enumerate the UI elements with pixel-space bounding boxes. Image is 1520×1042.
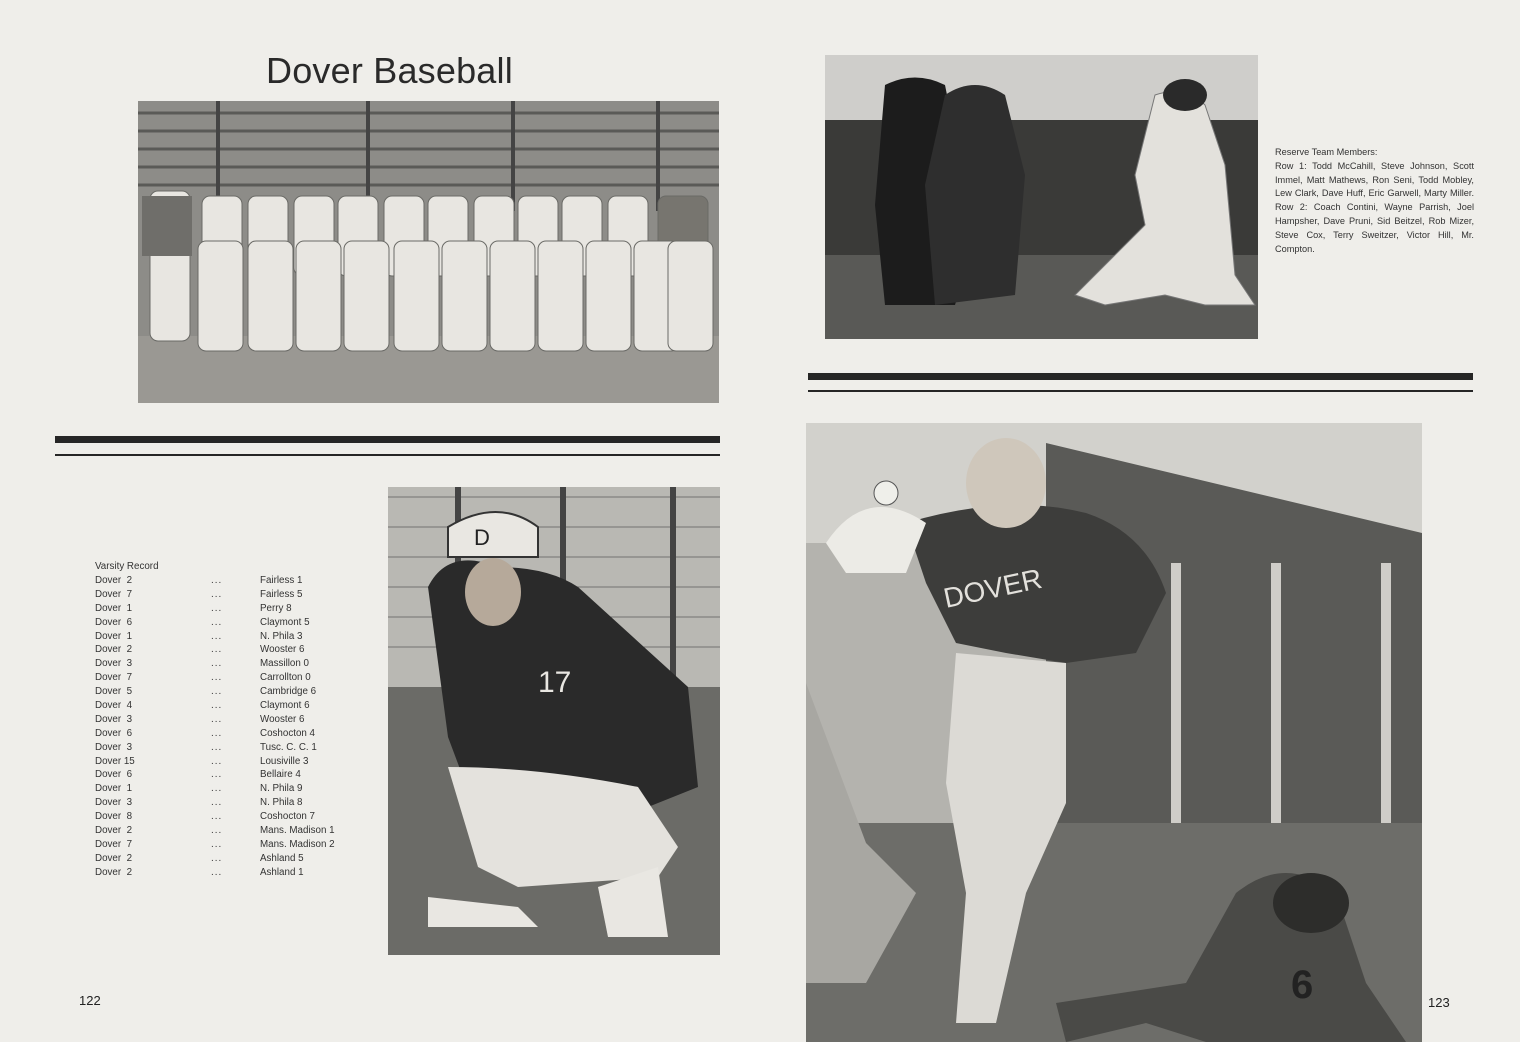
record-separator: ...: [211, 811, 223, 823]
coach-cap-letter: D: [474, 525, 490, 550]
record-dover-score: Dover 4: [95, 700, 133, 712]
record-separator: ...: [211, 630, 223, 642]
record-dover-score: Dover 15: [95, 755, 135, 767]
record-separator: ...: [211, 686, 223, 698]
record-separator: ...: [211, 602, 223, 614]
record-separator: ...: [211, 700, 223, 712]
reserve-team-caption: [1275, 146, 1474, 256]
record-dover-score: Dover 3: [95, 658, 133, 670]
record-dover-score: Dover 6: [95, 616, 133, 628]
record-opponent-score: Claymont 5: [260, 616, 310, 628]
record-opponent-score: Perry 8: [260, 602, 292, 614]
record-opponent-score: N. Phila 3: [260, 630, 303, 642]
record-separator: ...: [211, 644, 223, 656]
record-separator: ...: [211, 616, 223, 628]
record-opponent-score: N. Phila 9: [260, 783, 303, 795]
record-separator: ...: [211, 866, 223, 878]
record-dover-score: Dover 3: [95, 797, 133, 809]
pitcher-slide-photo: [806, 423, 1422, 1042]
divider-thin-right: [808, 390, 1473, 392]
record-dover-score: Dover 8: [95, 811, 133, 823]
record-row: [95, 755, 355, 769]
record-row: [95, 602, 355, 616]
record-separator: ...: [211, 783, 223, 795]
record-row: [95, 574, 355, 588]
record-dover-score: Dover 5: [95, 686, 133, 698]
record-separator: ...: [211, 575, 223, 586]
record-opponent-score: Lousiville 3: [260, 755, 309, 767]
divider-thick-right: [808, 373, 1473, 380]
reserve-team-names: Row 1: Todd McCahill, Steve Johnson, Scott Immel, Matt Mathews, Ron Seni, Todd Mobley, Lew Clark, Dave Huff, Eric Garwell, Marty Miller. Row 2: Coach Contini, Wayne Parrish, Joel Hampsher, Dave Pruni, Sid Beitzel, Rob Mizer, Steve Cox, Terry Sweitzer, Victor Hill, Mr. Compton.: [1275, 160, 1474, 254]
record-opponent-score: Mans. Madison 1: [260, 825, 335, 837]
varsity-record-heading: Varsity Record: [95, 561, 159, 572]
record-separator: ...: [211, 588, 223, 600]
record-separator: ...: [211, 672, 223, 684]
record-row: [95, 643, 355, 657]
record-row: [95, 588, 355, 602]
record-separator: ...: [211, 658, 223, 670]
record-dover-score: Dover 7: [95, 838, 133, 850]
record-opponent-score: Ashland 1: [260, 866, 304, 878]
record-opponent-score: Cambridge 6: [260, 686, 317, 698]
record-row: [95, 699, 355, 713]
divider-thick-left: [55, 436, 720, 443]
record-row: [95, 657, 355, 671]
record-row: [95, 852, 355, 866]
record-dover-score: Dover 7: [95, 588, 133, 600]
coach-photo: [388, 487, 720, 955]
record-row: [95, 685, 355, 699]
record-opponent-score: Wooster 6: [260, 713, 305, 725]
record-dover-score: Dover 2: [95, 825, 133, 837]
page-title: Dover Baseball: [266, 50, 513, 91]
record-opponent-score: N. Phila 8: [260, 797, 303, 809]
record-dover-score: Dover 6: [95, 769, 133, 781]
page-number-right: 123: [1428, 995, 1450, 1010]
record-opponent-score: Tusc. C. C. 1: [260, 741, 317, 753]
record-row: [95, 796, 355, 810]
record-row: [95, 630, 355, 644]
record-dover-score: Dover 6: [95, 727, 133, 739]
runner-jersey-number: 6: [1291, 963, 1314, 1007]
record-dover-score: Dover 1: [95, 630, 133, 642]
record-row: [95, 782, 355, 796]
record-dover-score: Dover 3: [95, 713, 133, 725]
record-opponent-score: Wooster 6: [260, 644, 305, 656]
record-opponent-score: Coshocton 7: [260, 811, 316, 823]
record-separator: ...: [211, 727, 223, 739]
record-separator: ...: [211, 825, 223, 837]
record-separator: ...: [211, 797, 223, 809]
record-separator: ...: [211, 769, 223, 781]
record-row: [95, 866, 355, 880]
reserve-team-heading: Reserve Team Members:: [1275, 147, 1378, 157]
varsity-record: [95, 560, 355, 880]
record-dover-score: Dover 2: [95, 644, 133, 656]
record-separator: ...: [211, 755, 223, 767]
page-number-left: 122: [79, 993, 101, 1008]
coach-jersey-number: 17: [538, 666, 572, 699]
record-row: [95, 741, 355, 755]
record-opponent-score: Bellaire 4: [260, 769, 301, 781]
play-at-plate-photo: [825, 55, 1258, 339]
record-row: [95, 824, 355, 838]
record-opponent-score: Ashland 5: [260, 852, 304, 864]
record-opponent-score: Massillon 0: [260, 658, 310, 670]
record-dover-score: Dover 2: [95, 575, 133, 586]
record-row: [95, 616, 355, 630]
record-opponent-score: Fairless 1: [260, 575, 303, 586]
record-dover-score: Dover 7: [95, 672, 133, 684]
record-dover-score: Dover 3: [95, 741, 133, 753]
record-dover-score: Dover 2: [95, 866, 133, 878]
record-opponent-score: Fairless 5: [260, 588, 303, 600]
record-opponent-score: Coshocton 4: [260, 727, 316, 739]
record-dover-score: Dover 1: [95, 602, 133, 614]
pitcher-jersey-text: DOVER: [940, 562, 1045, 614]
record-dover-score: Dover 2: [95, 852, 133, 864]
record-opponent-score: Mans. Madison 2: [260, 838, 335, 850]
record-separator: ...: [211, 741, 223, 753]
record-row: [95, 713, 355, 727]
record-dover-score: Dover 1: [95, 783, 133, 795]
record-opponent-score: Claymont 6: [260, 700, 310, 712]
record-separator: ...: [211, 713, 223, 725]
record-separator: ...: [211, 852, 223, 864]
team-photo: [138, 101, 719, 403]
record-separator: ...: [211, 838, 223, 850]
divider-thin-left: [55, 454, 720, 456]
record-opponent-score: Carrollton 0: [260, 672, 311, 684]
record-row: [95, 768, 355, 782]
record-row: [95, 810, 355, 824]
record-row: [95, 838, 355, 852]
record-row: [95, 727, 355, 741]
record-row: [95, 671, 355, 685]
